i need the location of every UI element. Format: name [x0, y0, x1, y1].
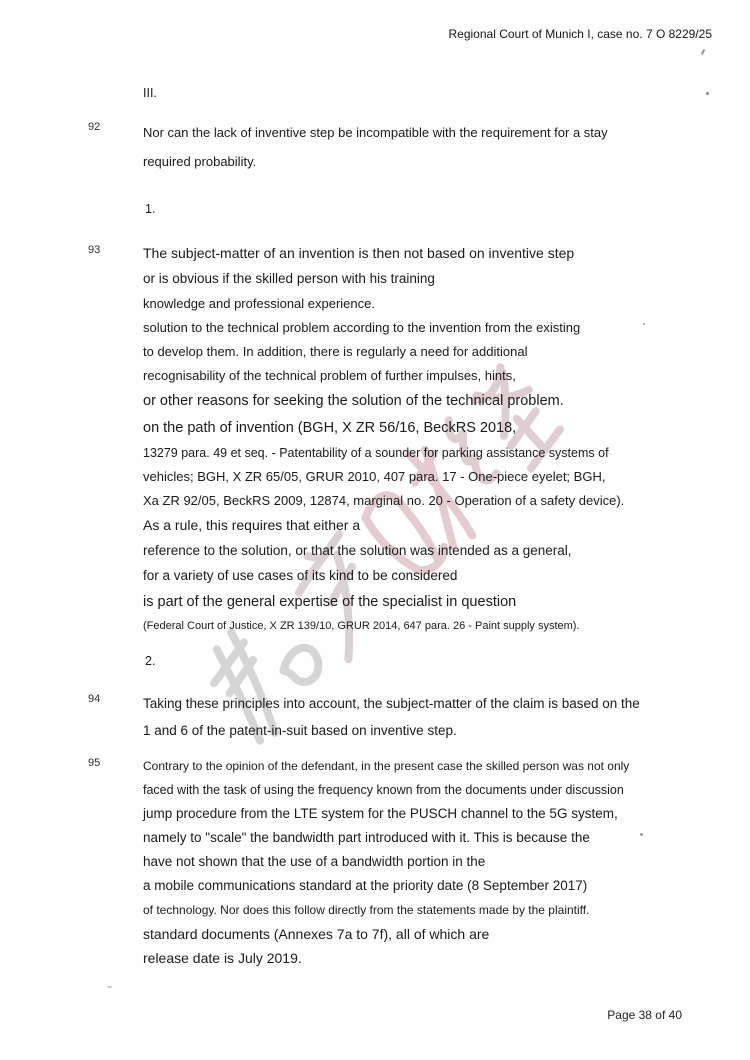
text-line: Taking these principles into account, the subject-matter of the claim is based on the — [143, 696, 640, 711]
text-line: As a rule, this requires that either a — [143, 516, 361, 533]
text-line: Nor can the lack of inventive step be incompatible with the requirement for a stay — [143, 125, 608, 140]
scan-artifact — [640, 833, 643, 836]
section-heading-iii: III. — [143, 86, 157, 100]
section-heading-2: 2. — [145, 654, 156, 668]
scan-artifact — [643, 323, 645, 325]
section-heading-1: 1. — [145, 202, 156, 216]
text-line: vehicles; BGH, X ZR 65/05, GRUR 2010, 407 para. 17 - One-piece eyelet; BGH, — [143, 468, 606, 484]
paragraph-92 — [88, 118, 608, 176]
text-line: reference to the solution, or that the solution was intended as a general, — [143, 542, 572, 558]
paragraph-number: 95 — [88, 757, 101, 769]
text-line: or is obvious if the skilled person with his training — [143, 270, 435, 286]
text-line: (Federal Court of Justice, X ZR 139/10, GRUR 2014, 647 para. 26 - Paint supply system). — [143, 619, 580, 632]
scan-artifact — [107, 986, 112, 988]
paragraph-text — [143, 754, 629, 970]
header-case-reference: Regional Court of Munich I, case no. 7 O 8229/25 — [448, 27, 712, 41]
paragraph-text — [143, 118, 608, 176]
text-line: recognisability of the technical problem of further impulses, hints, — [143, 368, 516, 383]
text-line: have not shown that the use of a bandwidth portion in the — [143, 854, 486, 869]
text-line: standard documents (Annexes 7a to 7f), all of which are — [143, 926, 490, 942]
paragraph-text — [143, 241, 624, 636]
text-line: release date is July 2019. — [143, 950, 302, 966]
text-line: is part of the general expertise of the specialist in question — [143, 593, 517, 610]
paragraph-text — [143, 690, 640, 744]
text-line: faced with the task of using the frequency known from the documents under discussion — [143, 783, 624, 797]
text-line: a mobile communications standard at the priority date (8 September 2017) — [143, 878, 588, 893]
text-line: knowledge and professional experience. — [143, 295, 375, 311]
text-line: on the path of invention (BGH, X ZR 56/16, BeckRS 2018, — [143, 419, 517, 436]
text-line: jump procedure from the LTE system for the PUSCH channel to the 5G system, — [143, 806, 618, 821]
text-line: or other reasons for seeking the solution of the technical problem. — [143, 393, 564, 410]
paragraph-number: 93 — [88, 244, 101, 256]
text-line: The subject-matter of an invention is then not based on inventive step — [143, 245, 575, 261]
text-line: required probability. — [143, 154, 257, 169]
text-line: 1 and 6 of the patent-in-suit based on inventive step. — [143, 723, 457, 738]
text-line: to develop them. In addition, there is regularly a need for additional — [143, 343, 528, 359]
scan-artifact — [701, 49, 706, 55]
text-line: of technology. Nor does this follow directly from the statements made by the plaintiff. — [143, 903, 590, 917]
paragraph-number: 94 — [88, 693, 101, 705]
page-number: Page 38 of 40 — [607, 1008, 682, 1022]
scan-artifact — [706, 92, 709, 95]
text-line: Xa ZR 92/05, BeckRS 2009, 12874, marginal no. 20 - Operation of a safety device). — [143, 492, 625, 508]
text-line: namely to "scale" the bandwidth part introduced with it. This is because the — [143, 830, 590, 845]
paragraph-number: 92 — [88, 121, 101, 133]
paragraph-95 — [88, 754, 630, 970]
text-line: for a variety of use cases of its kind to be considered — [143, 567, 458, 583]
paragraph-93 — [88, 241, 625, 636]
text-line: Contrary to the opinion of the defendant, in the present case the skilled person was not only — [143, 759, 630, 773]
paragraph-94 — [88, 690, 640, 744]
text-line: solution to the technical problem according to the invention from the existing — [143, 319, 581, 335]
text-line: 13279 para. 49 et seq. - Patentability of a sounder for parking assistance systems of — [143, 445, 609, 460]
